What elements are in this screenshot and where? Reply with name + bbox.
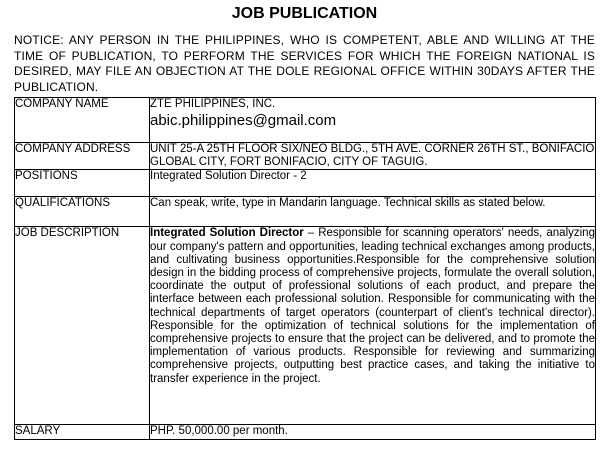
table-row-positions [15,170,596,197]
qualifications-label: QUALIFICATIONS [15,197,150,227]
job-description-cell [150,227,596,425]
table-row-company-address [15,143,596,170]
positions-label: POSITIONS [15,170,150,197]
job-description-text: Responsible for scanning operators' needs, analyzing our company's pattern and opportunities, leading technical exchanges among products, and cultivating business opportunities.Responsible for the comprehensive solution design in the bidding process of comprehensive projects, formulate the overall solution, coordinate the output of professional solutions of each product, and prepare the interface between each professional solution. Responsible for communicating with the technical departments of target operators (counterpart of client's technical director). Responsible for the optimization of technical solutions for the implementation of comprehensive projects to ensure that the project can be delivered, and to promote the implementation of various products. Responsible for reviewing and summarizing comprehensive projects, outputting best practice cases, and taking the initiative to transfer experience in the project. [150,227,595,385]
company-email: abic.philippines@gmail.com [150,112,337,130]
company-name-cell [150,98,596,143]
job-description-separator: – [303,227,319,240]
table-row-salary [15,425,596,440]
salary-value: PHP. 50,000.00 per month. [150,425,596,440]
table-row-qualifications [15,197,596,227]
company-name-label: COMPANY NAME [15,98,150,143]
job-description-label: JOB DESCRIPTION [15,227,150,425]
notice-paragraph: NOTICE: ANY PERSON IN THE PHILIPPINES, WHO IS COMPETENT, ABLE AND WILLING AT THE TIME OF PUBLICATION, TO PERFORM THE SERVICES FOR WHICH THE FOREIGN NATIONAL IS DESIRED, MAY FILE AN OBJECTION AT THE DOLE REGIONAL OFFICE WITHIN 30DAYS AFTER THE PUBLICATION. [14,33,595,94]
qualifications-value: Can speak, write, type in Mandarin language. Technical skills as stated below. [150,197,596,227]
positions-value: Integrated Solution Director - 2 [150,170,596,197]
salary-label: SALARY [15,425,150,440]
table-row-company-name [15,98,596,143]
job-description-heading: Integrated Solution Director [150,227,304,240]
company-address-label: COMPANY ADDRESS [15,143,150,170]
document-title: JOB PUBLICATION [231,5,378,22]
company-name-value: ZTE PHILIPPINES, INC. [150,98,276,110]
table-row-job-description [15,227,596,425]
job-details-table [14,97,596,440]
company-address-value: UNIT 25-A 25TH FLOOR SIX/NEO BLDG., 5TH AVE. CORNER 26TH ST., BONIFACIO GLOBAL CITY, FORT BONIFACIO, CITY OF TAGUIG. [150,143,595,169]
